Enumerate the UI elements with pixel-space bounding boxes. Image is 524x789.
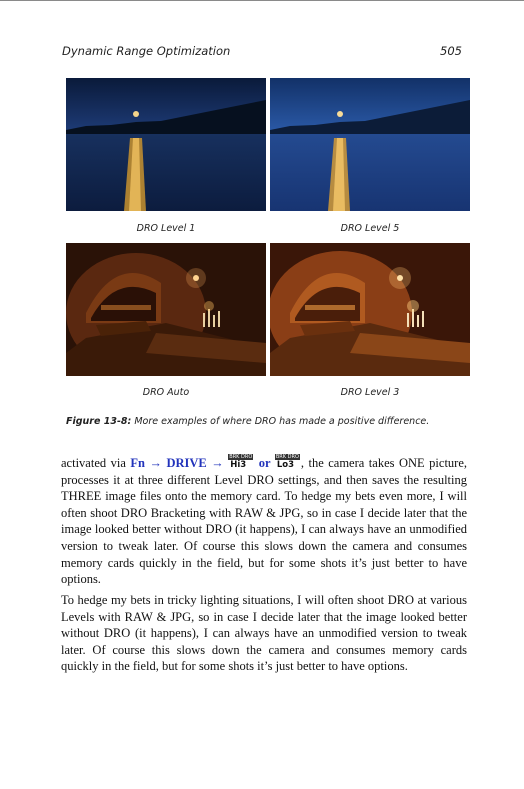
paragraph-2 (61, 592, 467, 675)
icon-bottom-label: Lo3 (276, 460, 295, 470)
icon-bottom-label: Hi3 (230, 460, 247, 470)
figure-caption (66, 416, 429, 427)
photo-dro-level-3 (270, 243, 470, 376)
top-rule (0, 0, 524, 1)
or-text: or (254, 456, 275, 470)
bracket-dro-lo3-icon (275, 454, 301, 470)
figure-label: Figure 13-8: (66, 416, 132, 427)
caption-dro-level-3: DRO Level 3 (340, 387, 400, 398)
caption-dro-auto: DRO Auto (142, 387, 190, 398)
icon-top-label: BRK DRO (275, 454, 299, 460)
photo-dro-auto (66, 243, 266, 376)
drive-key: DRIVE (166, 456, 207, 470)
running-header (62, 44, 462, 60)
icon-top-label: BRK DRO (229, 454, 253, 460)
page-number: 505 (440, 44, 462, 58)
caption-dro-level-1: DRO Level 1 (136, 223, 196, 234)
fn-key: Fn (130, 456, 145, 470)
arrow-icon: → (144, 456, 167, 470)
paragraph-1-start: activated via (61, 456, 131, 470)
paragraph-2-text: To hedge my bets in tricky lighting situations, I will often shoot DRO at various Levels with RAW & JPG, so in case I decide later that the image looked better without DRO (it happens), I can always have an unmodified version to tweak later. Of course this slows down the camera and consumes memory cards quickly in the field, but for some shots it’s just better to have options. (61, 593, 467, 674)
photo-dro-level-5 (270, 78, 470, 211)
arrow-icon: → (206, 456, 229, 470)
caption-dro-level-5: DRO Level 5 (340, 223, 400, 234)
paragraph-1-rest: , the camera takes ONE picture, processes it at three different Level DRO settings, and then saves the resulting THREE image files onto the memory card. To hedge my bets even more, I will often shoot DRO Bracketing with RAW & JPG, so in case I decide later that the image looked better without DRO (it happens), I can always have an unmodified version to tweak later. Of course this slows down the camera and consumes memory cards quickly in the field, but for some shots it’s just better to have options. (61, 456, 468, 587)
photo-dro-level-1 (66, 78, 266, 211)
paragraph-1 (61, 454, 467, 588)
chapter-title: Dynamic Range Optimization (62, 44, 231, 58)
bracket-dro-hi3-icon (228, 454, 254, 470)
figure-caption-text: More examples of where DRO has made a positive difference. (131, 416, 430, 427)
